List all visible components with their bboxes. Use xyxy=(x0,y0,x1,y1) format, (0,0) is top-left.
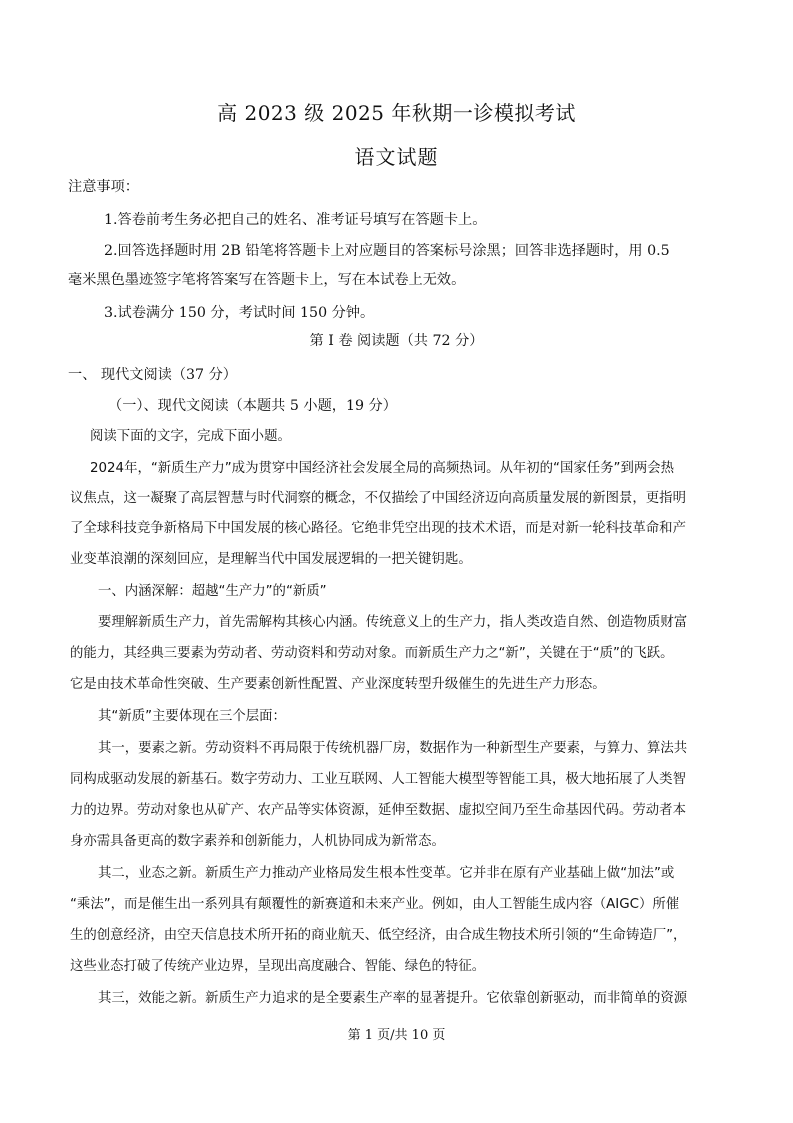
passage-line: 业变革浪潮的深刻回应，是理解当代中国发展逻辑的一把关键钥匙。 xyxy=(70,552,472,567)
passage-line: 生的创意经济，由空天信息技术所开拓的商业航天、低空经济，由合成生物技术所引领的“生命铸造厂”， xyxy=(70,928,687,943)
exam-title: 高 2023 级 2025 年秋期一诊模拟考试 xyxy=(217,101,576,125)
passage-line: 要理解新质生产力，首先需解构其核心内涵。传统意义上的生产力，指人类改造自然、创造物质财富 xyxy=(98,615,688,630)
passage-line: 力的边界。劳动对象也从矿产、农产品等实体资源，延伸至数据、虚拟空间乃至生命基因代码。劳动者本 xyxy=(70,803,686,818)
notice-item-3: 3.试卷满分 150 分，考试时间 150 分钟。 xyxy=(104,305,375,321)
passage-line: 阅读下面的文字，完成下面小题。 xyxy=(90,429,291,444)
passage-line: 其一，要素之新。劳动资料不再局限于传统机器厂房，数据作为一种新型生产要素，与算力、算法共 xyxy=(98,741,688,756)
notice-item-2-line-1: 2.回答选择题时用 2B 铅笔将答题卡上对应题目的答案标号涂黑；回答非选择题时，用 0.5 xyxy=(104,243,670,259)
passage-line: 议焦点，这一凝聚了高层智慧与时代洞察的概念，不仅描绘了中国经济迈向高质量发展的新图景，更指明 xyxy=(70,491,686,506)
passage-line: “乘法”，而是催生出一系列具有颠覆性的新赛道和未来产业。例如，由人工智能生成内容（AIGC）所催 xyxy=(70,897,680,912)
passage-line: 其二，业态之新。新质生产力推动产业格局发生根本性变革。它并非在原有产业基础上做“加法”或 xyxy=(98,866,675,881)
subject-title: 语文试题 xyxy=(354,145,439,169)
page-number: 第 1 页/共 10 页 xyxy=(347,1028,446,1043)
passage-line: 了全球科技竞争新格局下中国发展的核心路径。它绝非凭空出现的技术术语，而是对新一轮科技革命和产 xyxy=(70,521,686,536)
part-heading: 一、 现代文阅读（37 分） xyxy=(68,367,237,383)
passage-line: 一、内涵深解：超越“生产力”的“新质” xyxy=(98,584,327,599)
passage-line: 其“新质”主要体现在三个层面： xyxy=(98,709,286,724)
passage-line: 它是由技术革命性突破、生产要素创新性配置、产业深度转型升级催生的先进生产力形态。 xyxy=(70,677,606,692)
passage-line: 这些业态打破了传统产业边界，呈现出高度融合、智能、绿色的特征。 xyxy=(70,959,486,974)
passage-line: 2024年，“新质生产力”成为贯穿中国经济社会发展全局的高频热词。从年初的“国家任务”到两会热 xyxy=(90,461,675,476)
passage-line: 同构成驱动发展的新基石。数字劳动力、工业互联网、人工智能大模型等智能工具，极大地拓展了人类智 xyxy=(70,772,686,787)
notice-item-1: 1.答卷前考生务必把自己的姓名、准考证号填写在答题卡上。 xyxy=(104,212,487,228)
notice-item-2-line-2: 毫米黑色墨迹签字笔将答案写在答题卡上，写在本试卷上无效。 xyxy=(68,272,466,288)
passage-line: 身亦需具备更高的数字素养和创新能力，人机协同成为新常态。 xyxy=(70,834,445,849)
passage-line: 的能力，其经典三要素为劳动者、劳动资料和劳动对象。而新质生产力之“新”，关键在于“质”的飞跃。 xyxy=(70,646,674,661)
section-title: 第 I 卷 阅读题（共 72 分） xyxy=(309,333,484,349)
passage-line: 其三，效能之新。新质生产力追求的是全要素生产率的显著提升。它依靠创新驱动，而非简单的资源 xyxy=(98,991,688,1006)
notice-heading: 注意事项： xyxy=(68,179,139,195)
subsection-heading: （一）、现代文阅读（本题共 5 小题，19 分） xyxy=(108,398,397,414)
